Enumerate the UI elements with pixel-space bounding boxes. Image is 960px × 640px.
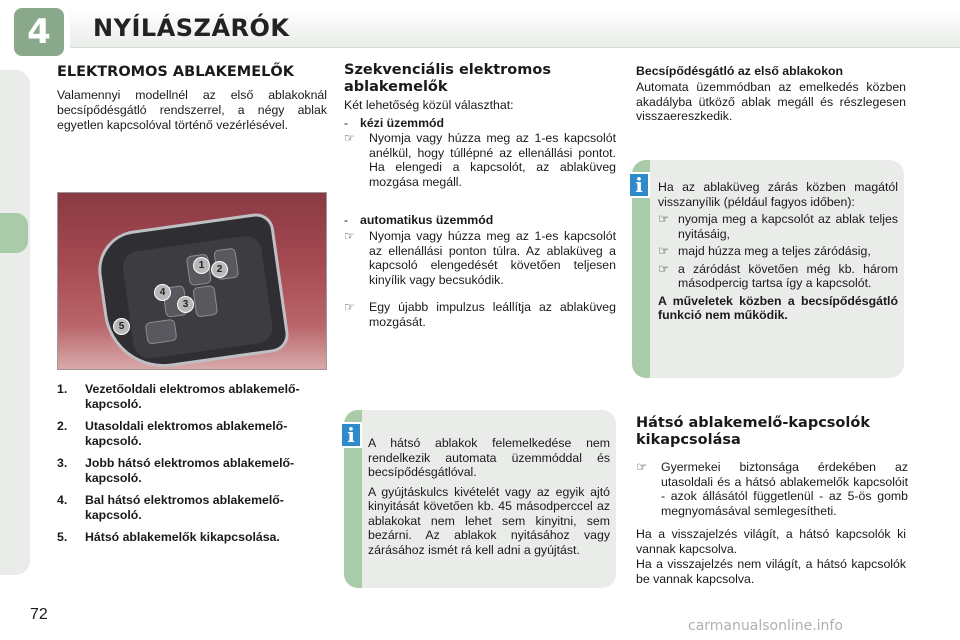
indicator-off-paragraph: Ha a visszajelzés nem világít, a hátsó kapcsolók be vannak kapcsolva. bbox=[636, 557, 906, 586]
page-title: NYÍLÁSZÁRÓK bbox=[93, 14, 290, 42]
pointer-icon: ☞ bbox=[658, 261, 670, 276]
page-number: 72 bbox=[30, 606, 48, 623]
legend-item: 5. Hátsó ablakemelők kikapcsolása. bbox=[57, 530, 280, 544]
switch-3 bbox=[192, 285, 218, 318]
info-paragraph: A hátsó ablakok felemelkedése nem rendelkezik automata üzemmóddal és becsípődésgátlóval. bbox=[368, 436, 610, 479]
marker-4: 4 bbox=[154, 284, 171, 301]
info-bullet: ☞ nyomja meg a kapcsolót az ablak teljes nyitásáig, bbox=[658, 212, 898, 241]
auto-mode-bullet-1: ☞ Nyomja vagy húzza meg az 1-es kapcsolót az ellenállási ponton túlra. Az ablaküveg a kapcsoló elengedését követően teljesen kinyílik vagy becsukódik. bbox=[344, 229, 616, 287]
info-bullet: ☞ majd húzza meg a teljes záródásig, bbox=[658, 244, 871, 258]
rear-switch-bullet: ☞ Gyermekei biztonsága érdekében az utasoldali és a hátsó ablakemelők kapcsolóit - azok állásától függetlenül - az 5-ös gomb megnyomásával semlegesítheti. bbox=[636, 460, 908, 518]
sequential-intro: Két lehetőség közül választhat: bbox=[344, 98, 514, 112]
side-tab-strip bbox=[0, 70, 30, 575]
marker-1: 1 bbox=[193, 257, 210, 274]
info-bullet: ☞ a záródást követően még kb. három másodpercig tartsa így a kapcsolót. bbox=[658, 261, 898, 290]
window-switch-photo bbox=[57, 192, 327, 370]
pointer-icon: ☞ bbox=[658, 244, 670, 258]
marker-3: 3 bbox=[177, 296, 194, 313]
pointer-icon: ☞ bbox=[658, 212, 670, 226]
info-warning: A műveletek közben a becsípődésgátló funkció nem működik. bbox=[658, 293, 898, 322]
marker-2: 2 bbox=[211, 261, 228, 278]
anti-pinch-heading: Becsípődésgátló az első ablakokon bbox=[636, 64, 844, 78]
manual-mode-bullet: ☞ Nyomja vagy húzza meg az 1-es kapcsolót anélkül, hogy túllépné az ellenállási pontot. Ha elengedi a kapcsolót, az ablaküveg mozgása megáll. bbox=[344, 131, 616, 189]
chapter-number: 4 bbox=[27, 12, 51, 52]
intro-paragraph: Valamennyi modellnél az első ablakoknál becsípődésgátló rendszerrel, a négy ablak egyetlen kapcsolóval történő vezérlésével. bbox=[57, 88, 327, 132]
info-box-rear-windows bbox=[344, 410, 616, 588]
pointer-icon: ☞ bbox=[636, 460, 648, 474]
legend-item: 4. Bal hátsó elektromos ablakemelő-kapcsoló. bbox=[57, 493, 284, 522]
auto-mode-bullet-2: ☞ Egy újabb impulzus leállítja az ablaküveg mozgását. bbox=[344, 300, 616, 329]
info-paragraph: A gyújtáskulcs kivételét vagy az egyik ajtó kinyitását követően kb. 45 másodperccel az ablakokat nem lehet sem kinyitni, sem bezárni. Az ablakok nyitásához vagy zárásához ismét rá kell adni a gyújtást. bbox=[368, 484, 610, 557]
pointer-icon: ☞ bbox=[344, 300, 355, 314]
legend-item: 3. Jobb hátsó elektromos ablakemelő-kapcsoló. bbox=[57, 456, 295, 485]
info-icon: i bbox=[340, 422, 362, 448]
indicator-on-paragraph: Ha a visszajelzés világít, a hátsó kapcsolók ki vannak kapcsolva. bbox=[636, 527, 906, 556]
chapter-badge bbox=[14, 8, 64, 56]
sequential-heading: Szekvenciális elektromos ablakemelők bbox=[344, 62, 551, 95]
section-heading: ELEKTROMOS ABLAKEMELŐK bbox=[57, 64, 294, 80]
switch-panel bbox=[93, 211, 291, 370]
pointer-icon: ☞ bbox=[344, 229, 355, 243]
chapter-side-tab bbox=[0, 213, 28, 253]
manual-mode-label: - kézi üzemmód bbox=[344, 116, 445, 130]
rear-switch-heading: Hátsó ablakemelő-kapcsolók kikapcsolása bbox=[636, 415, 870, 448]
info-box-anti-pinch bbox=[632, 160, 904, 378]
anti-pinch-paragraph: Automata üzemmódban az emelkedés közben akadályba ütköző ablak megáll és részlegesen visszaereszkedik. bbox=[636, 80, 906, 123]
marker-5: 5 bbox=[113, 318, 130, 335]
switch-5 bbox=[145, 319, 178, 345]
legend-item: 1. Vezetőoldali elektromos ablakemelő-kapcsoló. bbox=[57, 382, 300, 411]
auto-mode-label: - automatikus üzemmód bbox=[344, 213, 494, 227]
photo-legend bbox=[57, 382, 329, 553]
pointer-icon: ☞ bbox=[344, 131, 355, 145]
info-icon: i bbox=[628, 172, 650, 198]
info-intro: Ha az ablaküveg zárás közben magától visszanyílik (például fagyos időben): bbox=[658, 180, 898, 209]
legend-item: 2. Utasoldali elektromos ablakemelő-kapcsoló. bbox=[57, 419, 288, 448]
watermark: carmanualsonline.info bbox=[688, 618, 843, 634]
